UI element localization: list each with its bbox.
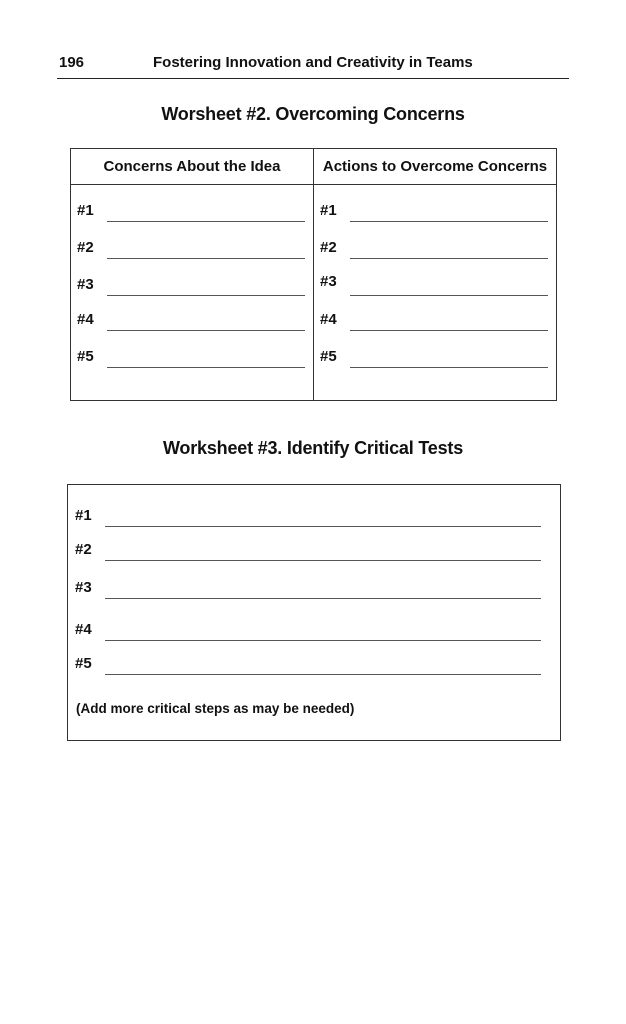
row-number: #1 <box>77 202 94 219</box>
write-in-line[interactable] <box>350 330 548 331</box>
action-row <box>320 239 548 261</box>
test-row <box>75 655 541 677</box>
actions-column-heading: Actions to Overcome Concerns <box>322 158 548 175</box>
worksheet-3-title: Worksheet #3. Identify Critical Tests <box>162 438 464 458</box>
write-in-line[interactable] <box>105 526 541 527</box>
row-number: #3 <box>320 273 337 290</box>
write-in-line[interactable] <box>105 560 541 561</box>
header-rule <box>71 184 556 185</box>
worksheet-3-box <box>67 484 561 741</box>
write-in-line[interactable] <box>107 367 305 368</box>
concern-row <box>77 348 305 370</box>
page-number: 196 <box>59 54 85 71</box>
row-number: #4 <box>75 621 92 638</box>
concern-row <box>77 239 305 261</box>
write-in-line[interactable] <box>350 221 548 222</box>
row-number: #4 <box>77 311 94 328</box>
column-divider <box>313 149 314 400</box>
action-row <box>320 202 548 224</box>
row-number: #4 <box>320 311 337 328</box>
row-number: #2 <box>75 541 92 558</box>
concerns-column-heading: Concerns About the Idea <box>103 158 281 175</box>
worksheet-3-note: (Add more critical steps as may be needed) <box>76 701 355 716</box>
row-number: #5 <box>75 655 92 672</box>
action-row <box>320 348 548 370</box>
test-row <box>75 541 541 563</box>
write-in-line[interactable] <box>105 674 541 675</box>
write-in-line[interactable] <box>107 295 305 296</box>
write-in-line[interactable] <box>350 367 548 368</box>
row-number: #2 <box>77 239 94 256</box>
action-row <box>320 311 548 333</box>
test-row <box>75 579 541 601</box>
row-number: #2 <box>320 239 337 256</box>
worksheet-2-title: Worsheet #2. Overcoming Concerns <box>161 104 465 124</box>
worksheet-2-table <box>70 148 557 401</box>
write-in-line[interactable] <box>350 295 548 296</box>
concern-row <box>77 202 305 224</box>
write-in-line[interactable] <box>107 330 305 331</box>
write-in-line[interactable] <box>107 258 305 259</box>
test-row <box>75 507 541 529</box>
action-row <box>320 273 548 295</box>
row-number: #5 <box>77 348 94 365</box>
row-number: #1 <box>75 507 92 524</box>
write-in-line[interactable] <box>105 598 541 599</box>
write-in-line[interactable] <box>107 221 305 222</box>
write-in-line[interactable] <box>105 640 541 641</box>
row-number: #3 <box>75 579 92 596</box>
page-header <box>57 52 569 79</box>
row-number: #5 <box>320 348 337 365</box>
row-number: #3 <box>77 276 94 293</box>
test-row <box>75 621 541 643</box>
concern-row <box>77 276 305 298</box>
row-number: #1 <box>320 202 337 219</box>
concern-row <box>77 311 305 333</box>
write-in-line[interactable] <box>350 258 548 259</box>
running-head: Fostering Innovation and Creativity in Teams <box>153 54 473 71</box>
